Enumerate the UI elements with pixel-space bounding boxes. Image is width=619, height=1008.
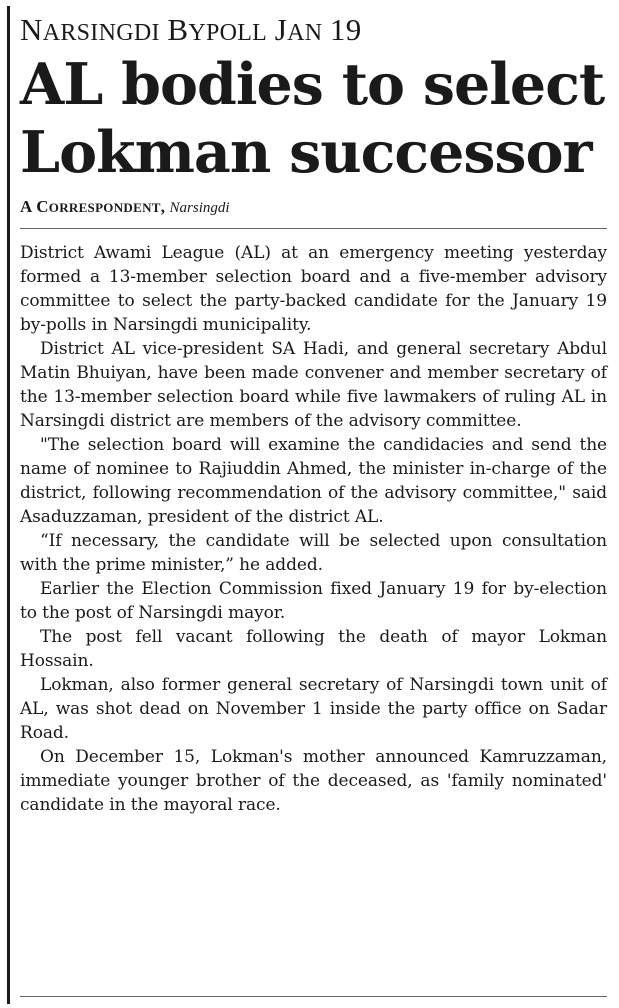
byline-divider [20, 228, 607, 229]
paragraph: "The selection board will examine the candidacies and send the name of nominee to Rajiuddin Ahmed, the minister in-charge of the district, following recommendation of the advisory committee," said Asaduzzaman, president of the district AL. [20, 435, 607, 527]
byline-author: A CORRESPONDENT, [20, 197, 166, 216]
bottom-divider [20, 996, 607, 997]
paragraph: District AL vice-president SA Hadi, and general secretary Abdul Matin Bhuiyan, have been made convener and member secretary of the 13-member selection board while five lawmakers of ruling AL in Narsingdi district are members of the advisory committee. [20, 339, 607, 431]
paragraph: District Awami League (AL) at an emergency meeting yesterday formed a 13-member selection board and a five-member advisory committee to select the party-backed candidate for the January 19 by-polls in Narsingdi municipality. [20, 243, 607, 335]
paragraph: On December 15, Lokman's mother announced Kamruzzaman, immediate younger brother of the deceased, as 'family nominated' candidate in the mayoral race. [20, 747, 607, 815]
paragraph: The post fell vacant following the death of mayor Lokman Hossain. [20, 627, 607, 671]
paragraph: “If necessary, the candidate will be selected upon consultation with the prime minister,” he added. [20, 531, 607, 575]
news-article [20, 0, 607, 817]
left-column-rule [7, 6, 10, 1004]
article-body [20, 241, 607, 817]
headline: AL bodies to select Lokman successor [20, 51, 605, 186]
byline [20, 197, 607, 218]
paragraph: Earlier the Election Commission fixed January 19 for by-election to the post of Narsingdi mayor. [20, 579, 607, 623]
kicker: NARSINGDI BYPOLL JAN 19 [20, 12, 362, 47]
paragraph: Lokman, also former general secretary of Narsingdi town unit of AL, was shot dead on November 1 inside the party office on Sadar Road. [20, 675, 607, 743]
byline-location: Narsingdi [169, 200, 230, 216]
